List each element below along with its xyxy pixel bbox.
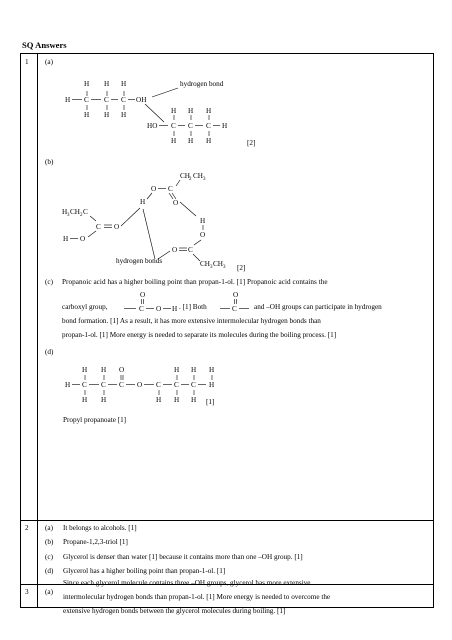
svg-text:H: H	[191, 366, 197, 374]
svg-text:H: H	[82, 396, 88, 404]
svg-text:O: O	[80, 235, 86, 243]
svg-text:C: C	[168, 185, 173, 193]
svg-text:2: 2	[189, 177, 192, 182]
question-number-2: 2	[25, 524, 29, 532]
svg-text:H: H	[171, 107, 177, 115]
q1d-marks: [1]	[206, 398, 215, 406]
svg-text:H: H	[82, 366, 88, 374]
q2-part-a-label: (a)	[45, 524, 53, 532]
svg-text:C: C	[174, 381, 179, 389]
q2d-line-2: Since each glycerol molecule contains three –OH groups, glycerol has more extensive	[63, 578, 311, 587]
q3-part-a-label: (a)	[45, 588, 53, 596]
svg-text:H: H	[104, 80, 110, 88]
q1c-line-4: propan-1-ol. [1] More energy is needed to separate its molecules during the boiling process. [1]	[62, 331, 337, 340]
svg-text:CH: CH	[180, 172, 190, 180]
q1b-marks: [2]	[237, 264, 246, 272]
q2-part-d-label: (d)	[45, 566, 54, 575]
svg-text:H: H	[84, 111, 90, 119]
svg-text:C: C	[191, 381, 196, 389]
q1c-line-2-mid: . [1] Both	[179, 303, 207, 311]
svg-text:C: C	[156, 381, 161, 389]
svg-text:C: C	[232, 305, 237, 313]
page-title: SQ Answers	[22, 40, 67, 50]
svg-text:H: H	[62, 208, 68, 216]
svg-text:H: H	[172, 305, 178, 313]
svg-text:O: O	[172, 246, 178, 254]
svg-text:H: H	[121, 80, 127, 88]
svg-text:H: H	[209, 366, 215, 374]
q2d-line-4: extensive hydrogen bonds between the glycerol molecules during boiling. [1]	[63, 607, 286, 616]
q2d-explanation	[63, 576, 426, 619]
svg-text:CH: CH	[200, 260, 210, 268]
svg-text:H: H	[209, 381, 215, 389]
svg-text:C: C	[121, 96, 126, 104]
svg-text:H: H	[101, 366, 107, 374]
q2-part-c-label: (c)	[45, 552, 53, 561]
svg-text:C: C	[119, 381, 124, 389]
svg-text:H: H	[101, 396, 107, 404]
svg-text:C: C	[104, 96, 109, 104]
svg-text:3: 3	[203, 177, 206, 182]
svg-text:C: C	[82, 381, 87, 389]
svg-text:H: H	[156, 396, 162, 404]
svg-text:H: H	[188, 107, 194, 115]
svg-text:C: C	[206, 122, 211, 130]
svg-text:C: C	[171, 122, 176, 130]
question-number-3: 3	[25, 588, 29, 596]
svg-text:CH: CH	[213, 260, 223, 268]
svg-text:H: H	[65, 96, 71, 104]
svg-text:H: H	[222, 122, 228, 130]
svg-text:2: 2	[80, 213, 83, 218]
svg-text:O: O	[114, 223, 120, 231]
svg-text:H: H	[206, 107, 212, 115]
svg-text:H: H	[104, 111, 110, 119]
svg-text:H: H	[200, 217, 206, 225]
svg-text:3: 3	[223, 265, 226, 270]
q1b-hydrogen-bonds-label: hydrogen bonds	[116, 257, 163, 265]
svg-text:H: H	[206, 137, 212, 145]
svg-text:O: O	[151, 185, 157, 193]
svg-text:H: H	[188, 137, 194, 145]
svg-text:C: C	[188, 246, 193, 254]
q2d-line-3: intermolecular hydrogen bonds than propan-1-ol. [1] More energy is needed to overcome the	[63, 593, 331, 602]
svg-text:H: H	[63, 235, 69, 243]
svg-text:H: H	[191, 396, 197, 404]
svg-text:O: O	[173, 199, 179, 207]
q2-part-b-text: Propane-1,2,3-triol [1]	[63, 538, 128, 547]
svg-text:C: C	[83, 208, 88, 216]
q1a-hydrogen-bond-label: hydrogen bond	[180, 80, 224, 88]
svg-text:C: C	[101, 381, 106, 389]
svg-text:O: O	[137, 381, 143, 389]
svg-text:OH: OH	[136, 96, 147, 104]
q1-part-a-label: (a)	[45, 58, 53, 66]
svg-text:O: O	[119, 366, 125, 374]
svg-text:H: H	[171, 137, 177, 145]
q1c-line-2-end: and –OH groups can participate in hydrogen	[254, 303, 382, 311]
q1c-line-1: Propanoic acid has a higher boiling point than propan-1-ol. [1] Propanoic acid contains the	[62, 278, 328, 286]
svg-text:O: O	[233, 291, 239, 299]
svg-text:C: C	[84, 96, 89, 104]
question-number-1: 1	[25, 58, 29, 66]
svg-text:CH: CH	[70, 208, 80, 216]
q1d-compound-name: Propyl propanoate [1]	[63, 416, 127, 424]
svg-text:O: O	[140, 291, 146, 299]
q2-part-c-text: Glycerol is denser than water [1] because it contains more than one –OH group. [1]	[63, 552, 303, 561]
svg-text:H: H	[65, 381, 71, 389]
q1-part-c-label: (c)	[45, 278, 53, 286]
svg-text:C: C	[96, 223, 101, 231]
svg-text:H: H	[174, 396, 180, 404]
svg-text:C: C	[188, 122, 193, 130]
svg-text:3: 3	[210, 265, 213, 270]
q1c-line-3: bond formation. [1] As a result, it has more extensive intermolecular hydrogen bonds than	[62, 317, 321, 325]
svg-text:O: O	[200, 231, 206, 239]
svg-text:O: O	[156, 305, 162, 313]
svg-text:3: 3	[67, 213, 70, 218]
q1a-marks: [2]	[247, 139, 256, 147]
q1c-line-2-start: carboxyl group,	[62, 303, 108, 311]
q1-part-b-label: (b)	[45, 158, 54, 166]
svg-text:C: C	[139, 305, 144, 313]
svg-text:H: H	[140, 198, 146, 206]
svg-text:HO: HO	[147, 122, 158, 130]
q2-part-d-text: Glycerol has a higher boiling point than propan-1-ol. [1]	[63, 566, 226, 575]
q1-part-d-label: (d)	[45, 348, 54, 356]
q2-part-a-text: It belongs to alcohols. [1]	[63, 524, 137, 532]
q2-part-b-label: (b)	[45, 538, 54, 547]
svg-text:H: H	[121, 111, 127, 119]
svg-text:CH: CH	[193, 172, 203, 180]
svg-text:H: H	[84, 80, 90, 88]
svg-text:H: H	[174, 366, 180, 374]
